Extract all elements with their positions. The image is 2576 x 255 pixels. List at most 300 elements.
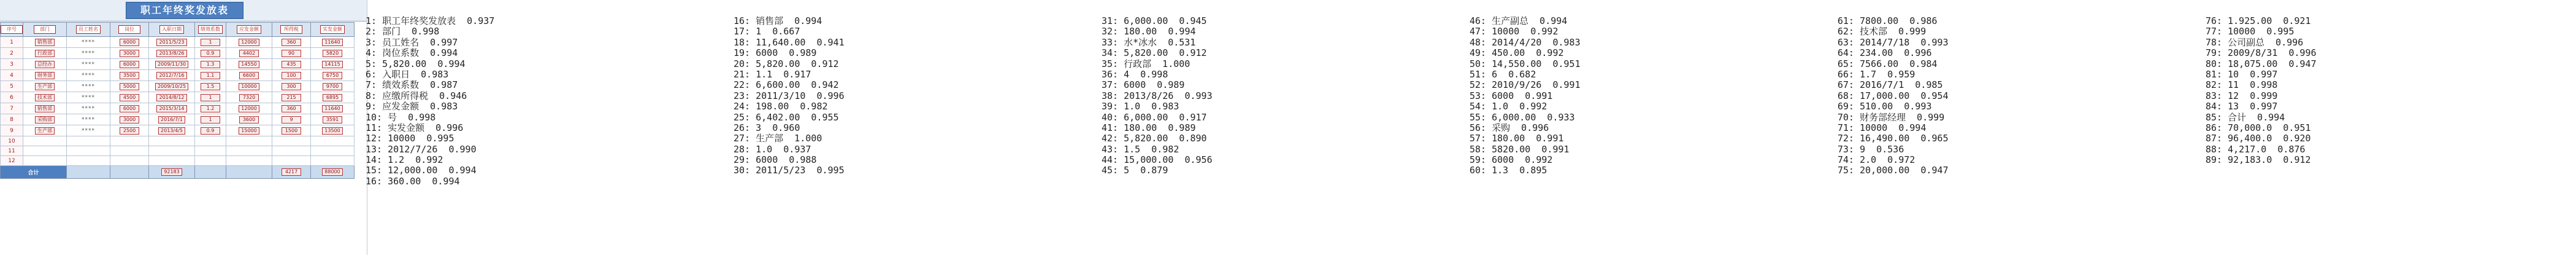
- table-cell[interactable]: [23, 59, 67, 70]
- cell-value: 10000: [239, 83, 259, 90]
- table-cell[interactable]: [226, 37, 272, 48]
- table-row: [1, 48, 355, 59]
- cell-value: 7320: [239, 94, 259, 101]
- cell-value: 财务部: [35, 72, 55, 79]
- table-cell[interactable]: [195, 136, 226, 146]
- ocr-line: 63: 2014/7/18 0.993: [1838, 36, 1949, 48]
- cell-value: ****: [82, 39, 95, 45]
- cell-value: 3: [10, 61, 13, 68]
- total-value: 88000: [322, 168, 342, 176]
- cell-value: 采购部: [35, 116, 55, 124]
- data-column-2: [734, 16, 1095, 253]
- row-number-cell[interactable]: [1, 70, 23, 81]
- table-cell[interactable]: [195, 59, 226, 70]
- row-number-cell[interactable]: [1, 156, 23, 166]
- ocr-line: 88: 4,217.0 0.876: [2206, 143, 2306, 155]
- table-cell[interactable]: [149, 70, 195, 81]
- table-cell[interactable]: [110, 136, 149, 146]
- cell-value: 10: [8, 138, 15, 144]
- ocr-line: 48: 2014/4/20 0.983: [1470, 36, 1581, 48]
- table-cell[interactable]: [67, 59, 110, 70]
- table-cell[interactable]: [110, 125, 149, 136]
- table-cell[interactable]: [23, 125, 67, 136]
- ocr-line: 87: 96,400.0 0.920: [2206, 133, 2311, 144]
- table-cell[interactable]: [226, 146, 272, 156]
- row-number-cell[interactable]: [1, 136, 23, 146]
- table-cell[interactable]: [272, 114, 311, 125]
- table-cell[interactable]: [67, 70, 110, 81]
- ocr-line: 30: 2011/5/23 0.995: [734, 165, 845, 176]
- table-cell[interactable]: [23, 48, 67, 59]
- table-cell[interactable]: [67, 125, 110, 136]
- table-cell[interactable]: [226, 103, 272, 114]
- ocr-line: 27: 生产部 1.000: [734, 133, 822, 144]
- table-cell[interactable]: [311, 92, 355, 103]
- table-row: [1, 125, 355, 136]
- cell-value: 12000: [239, 105, 259, 112]
- table-cell[interactable]: [23, 136, 67, 146]
- header-cell[interactable]: 应发金额: [226, 23, 272, 37]
- cell-value: 5820: [323, 50, 342, 57]
- cell-value: 0.9: [201, 50, 220, 57]
- ocr-line: 65: 7566.00 0.984: [1838, 58, 1938, 69]
- table-cell[interactable]: [195, 70, 226, 81]
- table-cell[interactable]: [226, 81, 272, 92]
- cell-value: 2016/7/1: [158, 116, 185, 124]
- cell-value: 360: [282, 39, 301, 46]
- table-cell[interactable]: [23, 37, 67, 48]
- ocr-line: 79: 2009/8/31 0.996: [2206, 47, 2317, 59]
- table-cell[interactable]: [311, 48, 355, 59]
- row-number-cell[interactable]: [1, 48, 23, 59]
- table-cell[interactable]: [23, 156, 67, 166]
- table-cell[interactable]: [149, 37, 195, 48]
- ocr-line: 84: 13 0.997: [2206, 101, 2278, 112]
- ocr-line: 16: 销售部 0.994: [734, 15, 822, 26]
- ocr-line: 1: 职工年终奖发放表 0.937: [366, 15, 495, 26]
- cell-value: 2500: [120, 127, 139, 135]
- data-column-3: [1102, 16, 1463, 253]
- table-cell[interactable]: [226, 136, 272, 146]
- ocr-line: 82: 11 0.998: [2206, 79, 2278, 91]
- cell-value: 11: [8, 147, 15, 154]
- table-cell[interactable]: [195, 125, 226, 136]
- row-number-cell[interactable]: [1, 59, 23, 70]
- ocr-line: 50: 14,550.00 0.951: [1470, 58, 1581, 69]
- table-row: [1, 81, 355, 92]
- cell-value: 生产部: [35, 127, 55, 135]
- total-cell[interactable]: [226, 166, 272, 179]
- ocr-line: 36: 4 0.998: [1102, 68, 1168, 80]
- ocr-line: 29: 6000 0.988: [734, 154, 817, 166]
- ocr-line: 89: 92,183.0 0.912: [2206, 154, 2311, 166]
- table-cell[interactable]: [311, 70, 355, 81]
- cell-value: 14550: [239, 61, 259, 68]
- row-number-cell[interactable]: [1, 146, 23, 156]
- table-row: [1, 114, 355, 125]
- cell-value: 6000: [120, 105, 139, 112]
- total-row: [1, 166, 355, 179]
- cell-value: 3000: [120, 116, 139, 124]
- ocr-line: 45: 5 0.879: [1102, 165, 1168, 176]
- cell-value: 360: [282, 105, 301, 112]
- header-cell[interactable]: 所得税: [272, 23, 311, 37]
- cell-value: 3600: [239, 116, 259, 124]
- ocr-line: 19: 6000 0.989: [734, 47, 817, 59]
- cell-value: 100: [282, 72, 301, 79]
- table-cell[interactable]: [195, 103, 226, 114]
- table-cell[interactable]: [311, 125, 355, 136]
- ocr-line: 17: 1 0.667: [734, 26, 800, 37]
- ocr-line: 6: 入职日 0.983: [366, 68, 449, 80]
- table-cell[interactable]: [67, 146, 110, 156]
- ocr-line: 77: 10000 0.995: [2206, 26, 2294, 37]
- cell-value: 5: [10, 83, 13, 90]
- table-cell[interactable]: [272, 37, 311, 48]
- ocr-line: 39: 1.0 0.983: [1102, 101, 1179, 112]
- ocr-line: 83: 12 0.999: [2206, 90, 2278, 101]
- table-cell[interactable]: [67, 37, 110, 48]
- ocr-line: 14: 1.2 0.992: [366, 154, 443, 166]
- table-cell[interactable]: [110, 70, 149, 81]
- ocr-line: 3: 员工姓名 0.997: [366, 36, 458, 48]
- total-value: 92183: [161, 168, 182, 176]
- table-cell[interactable]: [149, 103, 195, 114]
- ocr-line: 43: 1.5 0.982: [1102, 143, 1179, 155]
- cell-value: ****: [82, 116, 95, 123]
- cell-value: 销售部: [35, 105, 55, 112]
- table-row: [1, 37, 355, 48]
- table-cell[interactable]: [67, 114, 110, 125]
- data-column-5: [1838, 16, 2199, 253]
- ocr-line: 22: 6,600.00 0.942: [734, 79, 839, 91]
- ocr-line: 52: 2010/9/26 0.991: [1470, 79, 1581, 91]
- table-cell[interactable]: [110, 92, 149, 103]
- table-cell[interactable]: [67, 156, 110, 166]
- header-cell[interactable]: 岗位: [110, 23, 149, 37]
- ocr-line: 54: 1.0 0.992: [1470, 101, 1547, 112]
- cell-value: 300: [282, 83, 301, 90]
- ocr-line: 64: 234.00 0.996: [1838, 47, 1932, 59]
- cell-value: 1.1: [201, 72, 220, 79]
- cell-value: 技术部: [35, 94, 55, 101]
- bonus-table: [0, 22, 355, 179]
- cell-value: 3500: [120, 72, 139, 79]
- table-cell[interactable]: [272, 59, 311, 70]
- cell-value: 1.3: [201, 61, 220, 68]
- table-cell[interactable]: [67, 48, 110, 59]
- ocr-line: 78: 公司副总 0.996: [2206, 36, 2304, 48]
- ocr-line: 24: 198.00 0.982: [734, 101, 828, 112]
- cell-value: ****: [82, 83, 95, 90]
- ocr-line: 11: 实发金额 0.996: [366, 122, 464, 133]
- table-cell[interactable]: [23, 146, 67, 156]
- table-cell[interactable]: [67, 103, 110, 114]
- total-cell[interactable]: [110, 166, 149, 179]
- table-cell[interactable]: [110, 59, 149, 70]
- cell-value: 3000: [120, 50, 139, 57]
- cell-value: 1.5: [201, 83, 220, 90]
- ocr-line: 4: 岗位系数 0.994: [366, 47, 458, 59]
- cell-value: 9: [10, 127, 13, 134]
- table-cell[interactable]: [110, 81, 149, 92]
- table-cell[interactable]: [195, 48, 226, 59]
- cell-value: 3591: [323, 116, 342, 124]
- table-cell[interactable]: [23, 81, 67, 92]
- cell-value: ****: [82, 127, 95, 134]
- cell-value: 6: [10, 94, 13, 101]
- cell-value: 2011/5/23: [156, 39, 186, 46]
- table-row-empty: [1, 146, 355, 156]
- cell-value: 13500: [322, 127, 342, 135]
- ocr-line: 72: 16,490.00 0.965: [1838, 133, 1949, 144]
- table-cell[interactable]: [110, 48, 149, 59]
- table-cell[interactable]: [311, 136, 355, 146]
- ocr-line: 44: 15,000.00 0.956: [1102, 154, 1213, 166]
- total-cell[interactable]: [272, 166, 311, 179]
- sheet-title-bar: [0, 0, 367, 22]
- cell-value: 1: [201, 39, 220, 46]
- data-column-1: [366, 16, 727, 253]
- ocr-line: 70: 财务部经理 0.999: [1838, 111, 1945, 123]
- cell-value: 6000: [120, 61, 139, 68]
- table-cell[interactable]: [110, 114, 149, 125]
- table-cell[interactable]: [226, 156, 272, 166]
- table-cell[interactable]: [272, 136, 311, 146]
- cell-value: 11640: [322, 39, 342, 46]
- ocr-line: 18: 11,640.00 0.941: [734, 36, 845, 48]
- ocr-line: 59: 6000 0.992: [1470, 154, 1553, 166]
- ocr-line: 69: 510.00 0.993: [1838, 101, 1932, 112]
- cell-value: 4500: [120, 94, 139, 101]
- ocr-line: 37: 6000 0.989: [1102, 79, 1185, 91]
- ocr-line: 71: 10000 0.994: [1838, 122, 1926, 133]
- ocr-line: 15: 12,000.00 0.994: [366, 165, 477, 176]
- ocr-line: 46: 生产副总 0.994: [1470, 15, 1568, 26]
- ocr-line: 16: 360.00 0.994: [366, 175, 460, 187]
- row-number-cell[interactable]: [1, 125, 23, 136]
- table-row: [1, 70, 355, 81]
- ocr-line: 2: 部门 0.998: [366, 26, 440, 37]
- header-cell[interactable]: 入职日期: [149, 23, 195, 37]
- cell-value: 5000: [120, 83, 139, 90]
- ocr-line: 58: 5820.00 0.991: [1470, 143, 1570, 155]
- ocr-line: 47: 10000 0.992: [1470, 26, 1558, 37]
- table-cell[interactable]: [195, 156, 226, 166]
- table-cell[interactable]: [311, 103, 355, 114]
- table-cell[interactable]: [195, 114, 226, 125]
- cell-value: 2014/8/12: [156, 94, 186, 101]
- cell-value: 11640: [322, 105, 342, 112]
- header-cell[interactable]: 员工姓名: [67, 23, 110, 37]
- table-cell[interactable]: [149, 114, 195, 125]
- table-cell[interactable]: [226, 92, 272, 103]
- ocr-line: 23: 2011/3/10 0.996: [734, 90, 845, 101]
- ocr-line: 10: 号 0.998: [366, 111, 436, 123]
- ocr-line: 8: 应缴所得税 0.946: [366, 90, 467, 101]
- ocr-line: 21: 1.1 0.917: [734, 68, 811, 80]
- row-number-cell[interactable]: [1, 37, 23, 48]
- ocr-line: 28: 1.0 0.937: [734, 143, 811, 155]
- table-cell[interactable]: [272, 125, 311, 136]
- ocr-line: 74: 2.0 0.972: [1838, 154, 1915, 166]
- table-cell[interactable]: [311, 156, 355, 166]
- header-cell[interactable]: 实发金额: [311, 23, 355, 37]
- cell-value: ****: [82, 50, 95, 57]
- table-cell[interactable]: [23, 103, 67, 114]
- cell-value: ****: [82, 72, 95, 79]
- ocr-line: 53: 6000 0.991: [1470, 90, 1553, 101]
- ocr-line: 34: 5,820.00 0.912: [1102, 47, 1207, 59]
- row-number-cell[interactable]: [1, 114, 23, 125]
- cell-value: 2: [10, 50, 13, 57]
- table-cell[interactable]: [272, 146, 311, 156]
- cell-value: 2009/10/25: [155, 83, 188, 90]
- table-cell[interactable]: [195, 92, 226, 103]
- cell-value: 0.9: [201, 127, 220, 135]
- ocr-line: 41: 180.00 0.989: [1102, 122, 1196, 133]
- table-cell[interactable]: [67, 136, 110, 146]
- cell-value: 1: [201, 116, 220, 124]
- cell-value: 14115: [322, 61, 342, 68]
- ocr-line: 40: 6,000.00 0.917: [1102, 111, 1207, 123]
- ocr-line: 73: 9 0.536: [1838, 143, 1904, 155]
- total-value: 4217: [282, 168, 301, 176]
- table-cell[interactable]: [110, 146, 149, 156]
- ocr-line: 25: 6,402.00 0.955: [734, 111, 839, 123]
- total-label: 合计: [1, 166, 67, 179]
- table-cell[interactable]: [311, 37, 355, 48]
- ocr-line: 7: 绩效系数 0.987: [366, 79, 458, 91]
- data-column-6: [2206, 16, 2567, 253]
- table-cell[interactable]: [149, 156, 195, 166]
- table-cell[interactable]: [149, 81, 195, 92]
- table-cell[interactable]: [272, 48, 311, 59]
- ocr-line: 42: 5,820.00 0.890: [1102, 133, 1207, 144]
- table-cell[interactable]: [67, 92, 110, 103]
- cell-value: 生产部: [35, 83, 55, 90]
- table-row: [1, 103, 355, 114]
- ocr-line: 60: 1.3 0.895: [1470, 165, 1547, 176]
- ocr-line: 49: 450.00 0.992: [1470, 47, 1564, 59]
- table-cell[interactable]: [272, 81, 311, 92]
- cell-value: 4: [10, 72, 13, 79]
- table-cell[interactable]: [311, 81, 355, 92]
- table-cell[interactable]: [272, 70, 311, 81]
- ocr-line: 26: 3 0.960: [734, 122, 800, 133]
- header-cell[interactable]: 绩效系数: [195, 23, 226, 37]
- total-cell[interactable]: [311, 166, 355, 179]
- table-cell[interactable]: [195, 81, 226, 92]
- ocr-line: 12: 10000 0.995: [366, 133, 454, 144]
- ocr-line: 20: 5,820.00 0.912: [734, 58, 839, 69]
- cell-value: 1: [10, 39, 13, 45]
- table-cell[interactable]: [110, 37, 149, 48]
- table-cell[interactable]: [226, 48, 272, 59]
- table-cell[interactable]: [226, 70, 272, 81]
- table-cell[interactable]: [149, 136, 195, 146]
- table-cell[interactable]: [311, 59, 355, 70]
- ocr-line: 32: 180.00 0.994: [1102, 26, 1196, 37]
- table-cell[interactable]: [149, 125, 195, 136]
- table-cell[interactable]: [149, 59, 195, 70]
- total-cell[interactable]: [67, 166, 110, 179]
- row-number-cell[interactable]: [1, 81, 23, 92]
- table-cell[interactable]: [311, 146, 355, 156]
- table-row: [1, 59, 355, 70]
- ocr-line: 5: 5,820.00 0.994: [366, 58, 466, 69]
- cell-value: 1500: [282, 127, 301, 135]
- cell-value: 销售部: [35, 39, 55, 46]
- data-column-4: [1470, 16, 1831, 253]
- table-cell[interactable]: [272, 92, 311, 103]
- ocr-line: 75: 20,000.00 0.947: [1838, 165, 1949, 176]
- ocr-line: 67: 2016/7/1 0.985: [1838, 79, 1943, 91]
- cell-value: 2009/11/30: [155, 61, 188, 68]
- ocr-line: 56: 采购 0.996: [1470, 122, 1549, 133]
- ocr-line: 33: 水*冰水 0.531: [1102, 36, 1196, 48]
- header-cell[interactable]: 序号: [1, 23, 23, 37]
- ocr-line: 62: 技术部 0.999: [1838, 26, 1926, 37]
- row-number-cell[interactable]: [1, 103, 23, 114]
- table-cell[interactable]: [149, 48, 195, 59]
- table-row-empty: [1, 156, 355, 166]
- cell-value: 行政部: [35, 50, 55, 57]
- ocr-line: 76: 1.925.00 0.921: [2206, 15, 2311, 26]
- ocr-line: 9: 应发金额 0.983: [366, 101, 458, 112]
- table-cell[interactable]: [226, 125, 272, 136]
- table-cell[interactable]: [226, 59, 272, 70]
- cell-value: 2012/7/16: [156, 72, 186, 79]
- table-cell[interactable]: [67, 81, 110, 92]
- cell-value: 8: [10, 116, 13, 123]
- table-cell[interactable]: [23, 114, 67, 125]
- total-cell[interactable]: [149, 166, 195, 179]
- cell-value: 12: [8, 157, 15, 164]
- table-cell[interactable]: [110, 156, 149, 166]
- table-row: [1, 92, 355, 103]
- table-cell[interactable]: [23, 70, 67, 81]
- table-cell[interactable]: [195, 37, 226, 48]
- cell-value: 6600: [239, 72, 259, 79]
- cell-value: 1: [201, 94, 220, 101]
- total-cell[interactable]: [195, 166, 226, 179]
- cell-value: 12000: [239, 39, 259, 46]
- cell-value: 2015/3/14: [156, 105, 186, 112]
- header-cell[interactable]: 部门: [23, 23, 67, 37]
- table-cell[interactable]: [23, 92, 67, 103]
- table-cell[interactable]: [149, 146, 195, 156]
- table-cell[interactable]: [272, 103, 311, 114]
- table-cell[interactable]: [272, 156, 311, 166]
- cell-value: 9700: [323, 83, 342, 90]
- table-cell[interactable]: [149, 92, 195, 103]
- cell-value: 2013/8/26: [156, 50, 186, 57]
- row-number-cell[interactable]: [1, 92, 23, 103]
- ocr-line: 61: 7800.00 0.986: [1838, 15, 1938, 26]
- cell-value: ****: [82, 105, 95, 112]
- table-cell[interactable]: [110, 103, 149, 114]
- table-cell[interactable]: [195, 146, 226, 156]
- cell-value: 215: [282, 94, 301, 101]
- table-cell[interactable]: [226, 114, 272, 125]
- ocr-line: 86: 70,000.0 0.951: [2206, 122, 2311, 133]
- table-cell[interactable]: [311, 114, 355, 125]
- ocr-line: 38: 2013/8/26 0.993: [1102, 90, 1213, 101]
- cell-value: 15000: [239, 127, 259, 135]
- ocr-line: 13: 2012/7/26 0.990: [366, 143, 477, 155]
- cell-value: 4402: [239, 50, 259, 57]
